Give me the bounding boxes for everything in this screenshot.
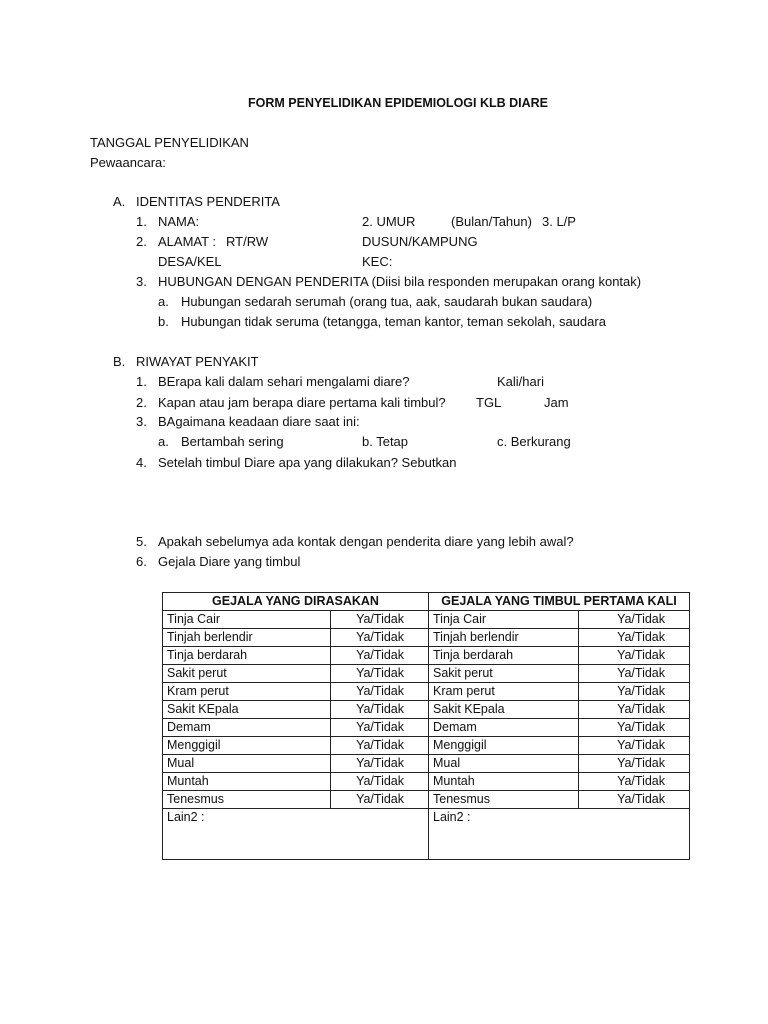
table-row [163, 611, 690, 629]
dusun-label: DUSUN/KAMPUNG [362, 234, 478, 249]
question-1-text: BErapa kali dalam sehari mengalami diare? [158, 374, 410, 389]
first-symptom-answer-cell[interactable]: Ya/Tidak [579, 719, 690, 737]
first-symptom-name-cell: Kram perut [429, 683, 579, 701]
option-a-text: Bertambah sering [181, 434, 284, 449]
desa-label: DESA/KEL [158, 254, 222, 269]
table-row [163, 719, 690, 737]
question-6-text: Gejala Diare yang timbul [158, 554, 301, 569]
table-row [163, 665, 690, 683]
symptom-name-cell: Tinja Cair [163, 611, 331, 629]
first-symptom-name-cell: Tinja Cair [429, 611, 579, 629]
option-a-marker: a. [158, 434, 169, 449]
hubungan-b-text: Hubungan tidak seruma (tetangga, teman kantor, teman sekolah, saudara [181, 314, 606, 329]
kali-hari-label: Kali/hari [497, 374, 544, 389]
first-symptom-answer-cell[interactable]: Ya/Tidak [579, 611, 690, 629]
item-3-number: 3. [136, 274, 147, 289]
table-row [163, 629, 690, 647]
section-b-marker: B. [113, 354, 126, 369]
symptom-name-cell: Muntah [163, 773, 331, 791]
first-symptom-answer-cell[interactable]: Ya/Tidak [579, 755, 690, 773]
first-symptom-answer-cell[interactable]: Ya/Tidak [579, 773, 690, 791]
symptom-answer-cell[interactable]: Ya/Tidak [331, 647, 429, 665]
table-header-row [163, 593, 690, 611]
tgl-label: TGL [476, 395, 502, 410]
symptom-answer-cell[interactable]: Ya/Tidak [331, 737, 429, 755]
symptom-answer-cell[interactable]: Ya/Tidak [331, 665, 429, 683]
symptom-name-cell: Tinjah berlendir [163, 629, 331, 647]
question-6-number: 6. [136, 554, 147, 569]
symptom-answer-cell[interactable]: Ya/Tidak [331, 773, 429, 791]
header-symptoms-felt: GEJALA YANG DIRASAKAN [163, 593, 429, 611]
section-a-heading: IDENTITAS PENDERITA [136, 194, 280, 209]
tanggal-label: TANGGAL PENYELIDIKAN [90, 135, 249, 150]
symptoms-table [162, 592, 690, 860]
first-symptom-answer-cell[interactable]: Ya/Tidak [579, 629, 690, 647]
form-title: FORM PENYELIDIKAN EPIDEMIOLOGI KLB DIARE [248, 96, 549, 110]
table-row [163, 791, 690, 809]
question-3-text: BAgaimana keadaan diare saat ini: [158, 414, 360, 429]
header-symptoms-first: GEJALA YANG TIMBUL PERTAMA KALI [429, 593, 690, 611]
section-b-heading: RIWAYAT PENYAKIT [136, 354, 259, 369]
other-symptoms-row [163, 809, 690, 860]
question-5-text: Apakah sebelumya ada kontak dengan penderita diare yang lebih awal? [158, 534, 574, 549]
first-symptom-name-cell: Sakit KEpala [429, 701, 579, 719]
symptom-answer-cell[interactable]: Ya/Tidak [331, 611, 429, 629]
first-symptom-answer-cell[interactable]: Ya/Tidak [579, 701, 690, 719]
hubungan-a-text: Hubungan sedarah serumah (orang tua, aak, saudarah bukan saudara) [181, 294, 593, 309]
hubungan-label: HUBUNGAN DENGAN PENDERITA (Diisi bila responden merupakan orang kontak) [158, 274, 642, 289]
symptom-answer-cell[interactable]: Ya/Tidak [331, 701, 429, 719]
table-row [163, 647, 690, 665]
item-2-number: 2. [136, 234, 147, 249]
first-symptom-name-cell: Demam [429, 719, 579, 737]
question-4-text: Setelah timbul Diare apa yang dilakukan? Sebutkan [158, 455, 457, 470]
bulan-tahun-label: (Bulan/Tahun) [451, 214, 532, 229]
symptom-name-cell: Menggigil [163, 737, 331, 755]
table-row [163, 737, 690, 755]
first-symptom-answer-cell[interactable]: Ya/Tidak [579, 737, 690, 755]
question-4-number: 4. [136, 455, 147, 470]
symptom-answer-cell[interactable]: Ya/Tidak [331, 791, 429, 809]
table-row [163, 755, 690, 773]
first-symptom-answer-cell[interactable]: Ya/Tidak [579, 683, 690, 701]
first-symptom-answer-cell[interactable]: Ya/Tidak [579, 647, 690, 665]
pewawancara-label: Pewaancara: [90, 155, 166, 170]
kec-label: KEC: [362, 254, 393, 269]
symptom-answer-cell[interactable]: Ya/Tidak [331, 755, 429, 773]
symptom-name-cell: Kram perut [163, 683, 331, 701]
umur-label: 2. UMUR [362, 214, 416, 229]
first-symptom-name-cell: Sakit perut [429, 665, 579, 683]
first-symptom-answer-cell[interactable]: Ya/Tidak [579, 791, 690, 809]
question-2-number: 2. [136, 395, 147, 410]
other-left-cell: Lain2 : [163, 809, 429, 860]
first-symptom-name-cell: Mual [429, 755, 579, 773]
item-1-number: 1. [136, 214, 147, 229]
symptom-name-cell: Demam [163, 719, 331, 737]
first-symptom-name-cell: Tenesmus [429, 791, 579, 809]
symptom-name-cell: Sakit KEpala [163, 701, 331, 719]
option-b-text: b. Tetap [362, 434, 409, 449]
table-row [163, 683, 690, 701]
option-c-text: c. Berkurang [497, 434, 571, 449]
hubungan-a-marker: a. [158, 294, 169, 309]
section-a-marker: A. [113, 194, 126, 209]
symptom-answer-cell[interactable]: Ya/Tidak [331, 629, 429, 647]
nama-label: NAMA: [158, 214, 200, 229]
table-row [163, 773, 690, 791]
lp-label: 3. L/P [542, 214, 576, 229]
symptom-name-cell: Mual [163, 755, 331, 773]
symptom-answer-cell[interactable]: Ya/Tidak [331, 683, 429, 701]
jam-label: Jam [544, 395, 569, 410]
first-symptom-name-cell: Menggigil [429, 737, 579, 755]
symptom-name-cell: Sakit perut [163, 665, 331, 683]
first-symptom-answer-cell[interactable]: Ya/Tidak [579, 665, 690, 683]
question-5-number: 5. [136, 534, 147, 549]
rtrw-label: RT/RW [226, 234, 269, 249]
symptom-name-cell: Tenesmus [163, 791, 331, 809]
alamat-label: ALAMAT : [158, 234, 217, 249]
first-symptom-name-cell: Tinja berdarah [429, 647, 579, 665]
symptom-answer-cell[interactable]: Ya/Tidak [331, 719, 429, 737]
question-3-number: 3. [136, 414, 147, 429]
question-1-number: 1. [136, 374, 147, 389]
symptom-rows [163, 611, 690, 809]
other-right-cell: Lain2 : [429, 809, 690, 860]
first-symptom-name-cell: Muntah [429, 773, 579, 791]
table-row [163, 701, 690, 719]
first-symptom-name-cell: Tinjah berlendir [429, 629, 579, 647]
question-2-text: Kapan atau jam berapa diare pertama kali timbul? [158, 395, 446, 410]
symptom-name-cell: Tinja berdarah [163, 647, 331, 665]
hubungan-b-marker: b. [158, 314, 169, 329]
